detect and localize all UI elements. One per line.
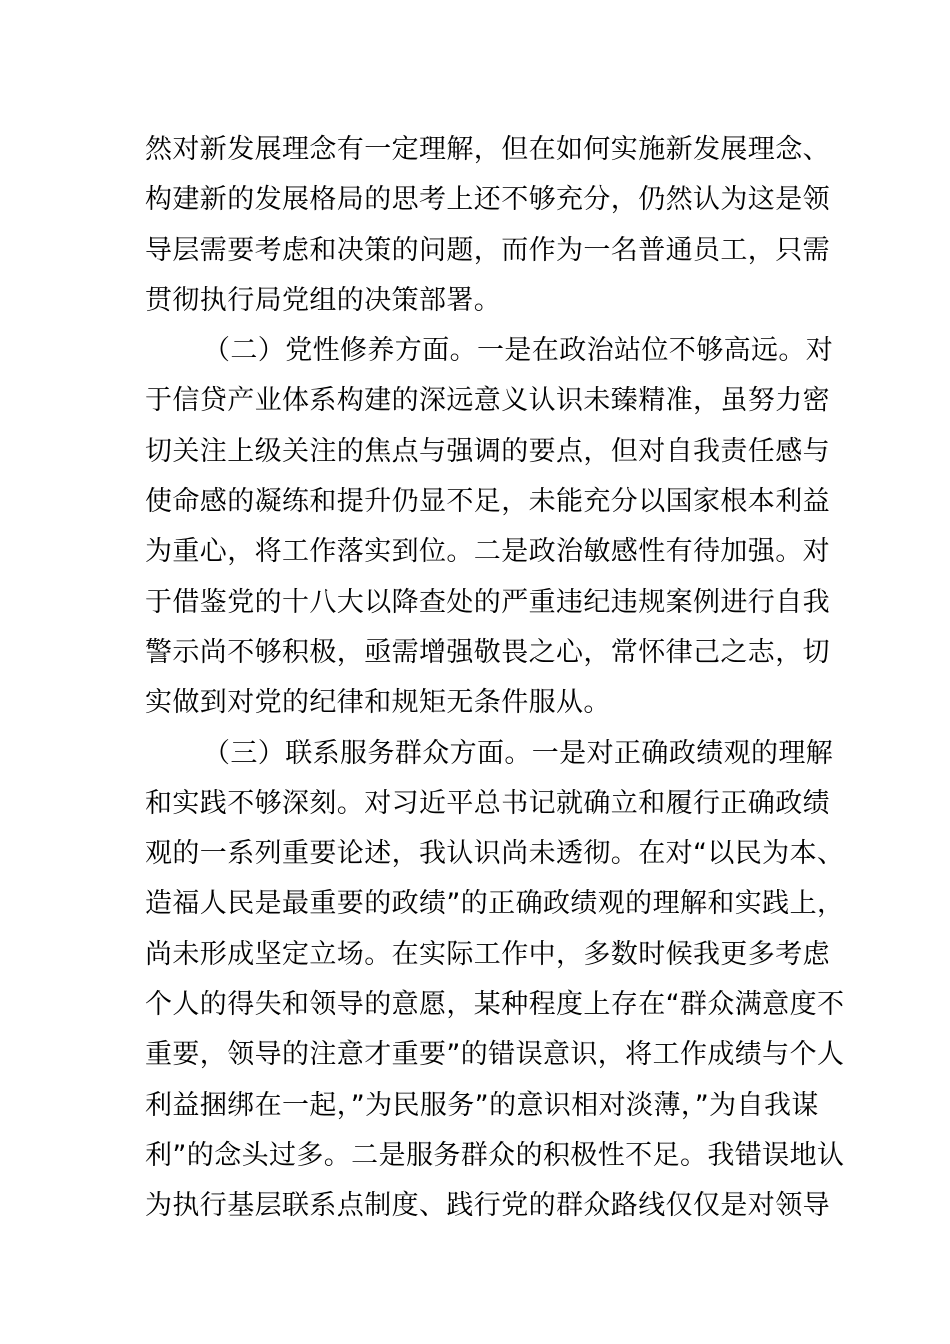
text-line: 利”的念头过多。二是服务群众的积极性不足。我错误地认 (145, 1139, 845, 1171)
paragraph-two-start: （二）党性修养方面。一是在政治站位不够高远。对 (203, 335, 834, 367)
text-line: 导层需要考虑和决策的问题，而作为一名普通员工，只需 (145, 234, 830, 266)
text-line: 然对新发展理念有一定理解，但在如何实施新发展理念、 (145, 134, 830, 165)
text-line: 观的一系列重要论述，我认识尚未透彻。在对“以民为本、 (145, 838, 845, 870)
text-line: 警示尚不够积极，亟需增强敬畏之心，常怀律己之志，切 (145, 636, 830, 668)
text-line: 构建新的发展格局的思考上还不够充分，仍然认为这是领 (145, 184, 830, 216)
text-line: 使命感的凝练和提升仍显不足，未能充分以国家根本利益 (145, 486, 830, 518)
document-body (145, 125, 845, 1232)
text-line: 于信贷产业体系构建的深远意义认识未臻精准，虽努力密 (145, 385, 830, 417)
paragraph-three-start: （三）联系服务群众方面。一是对正确政绩观的理解 (203, 737, 834, 769)
text-line: 和实践不够深刻。对习近平总书记就确立和履行正确政绩 (145, 787, 830, 819)
text-line: 实做到对党的纪律和规矩无条件服从。 (145, 687, 611, 719)
text-line: 为执行基层联系点制度、践行党的群众路线仅仅是对领导 (145, 1190, 830, 1222)
text-line: 贯彻执行局党组的决策部署。 (145, 284, 502, 316)
text-line: 个人的得失和领导的意愿，某种程度上存在“群众满意度不 (145, 989, 845, 1021)
text-line: 为重心，将工作落实到位。二是政治敏感性有待加强。对 (145, 536, 830, 568)
text-line: 造福人民是最重要的政绩”的正确政绩观的理解和实践上， (145, 888, 845, 920)
text-line: 重要，领导的注意才重要”的错误意识，将工作成绩与个人 (145, 1039, 845, 1071)
text-line: 切关注上级关注的焦点与强调的要点，但对自我责任感与 (145, 435, 830, 467)
text-line: 尚未形成坚定立场。在实际工作中，多数时候我更多考虑 (145, 938, 830, 970)
text-line: 利益捆绑在一起，”为民服务”的意识相对淡薄，”为自我谋 (145, 1089, 819, 1121)
text-line: 于借鉴党的十八大以降查处的严重违纪违规案例进行自我 (145, 586, 830, 618)
